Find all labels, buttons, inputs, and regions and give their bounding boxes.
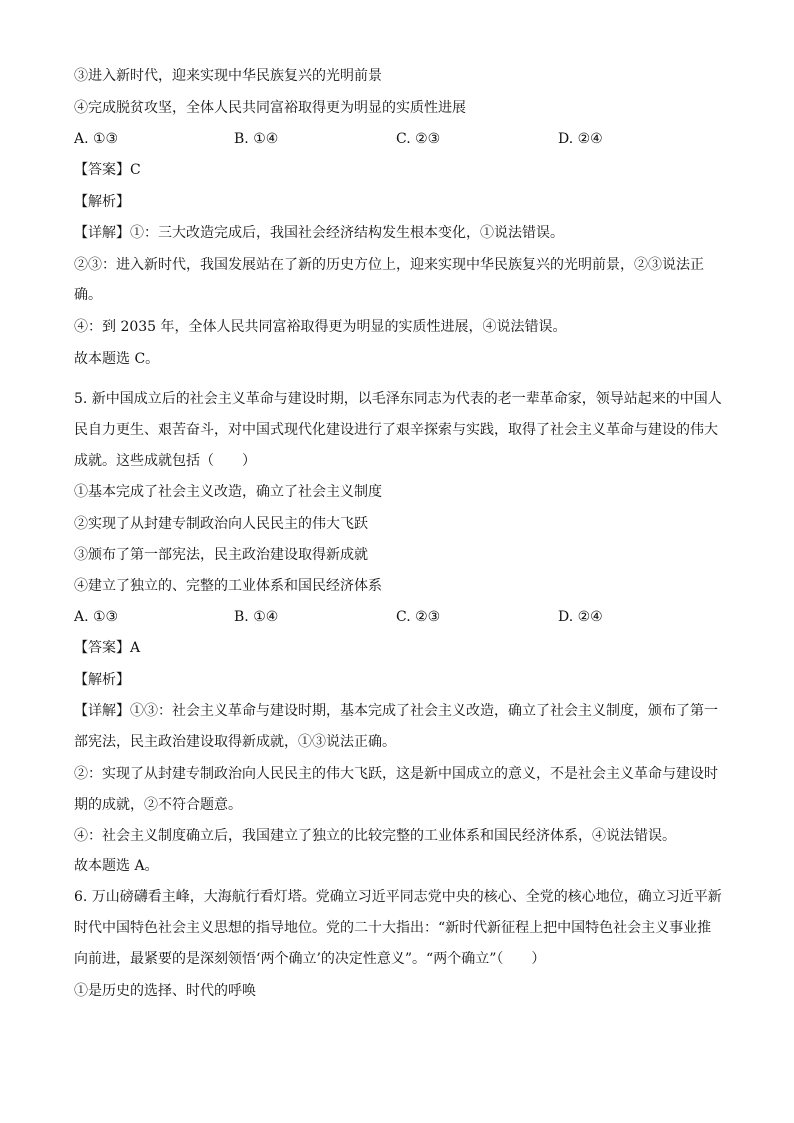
q5-option-c: C. ②③	[396, 609, 441, 625]
q5-stem-line: 成就。这些成就包括（ ）	[74, 453, 256, 469]
q5-detail-line: ②：实现了从封建专制政治向人民民主的伟大飞跃，这是新中国成立的意义，不是社会主义革命与建设时	[74, 766, 718, 782]
q4-item-3: ③进入新时代，迎来实现中华民族复兴的光明前景	[74, 68, 382, 84]
q5-options	[74, 607, 724, 627]
q4-option-a: A. ①③	[74, 131, 119, 147]
q5-item-2: ②实现了从封建专制政治向人民民主的伟大飞跃	[74, 516, 368, 532]
q5-stem-line: 民自力更生、艰苦奋斗，对中国式现代化建设进行了艰辛探索与实践，取得了社会主义革命与建设的伟大	[74, 422, 718, 438]
q4-detail-line: 确。	[74, 287, 102, 303]
q5-detail-line: 【详解】①③：社会主义革命与建设时期，基本完成了社会主义改造，确立了社会主义制度，颁布了第一	[74, 703, 718, 719]
q5-option-a: A. ①③	[74, 609, 119, 625]
q5-item-1: ①基本完成了社会主义改造，确立了社会主义制度	[74, 484, 382, 500]
q4-options	[74, 129, 724, 149]
q5-option-d: D. ②④	[558, 609, 603, 625]
q4-item-4: ④完成脱贫攻坚，全体人民共同富裕取得更为明显的实质性进展	[74, 100, 466, 116]
q5-stem-line: 5. 新中国成立后的社会主义革命与建设时期，以毛泽东同志为代表的老一辈革命家，领导站起来的中国人	[74, 391, 722, 407]
q5-detail-line: 部宪法，民主政治建设取得新成就，①③说法正确。	[74, 734, 396, 750]
q5-answer: 【答案】A	[74, 640, 141, 656]
q4-analysis-label: 【解析】	[74, 194, 130, 210]
q5-option-b: B. ①④	[234, 609, 279, 625]
q4-detail-line: ④：到 2035 年，全体人民共同富裕取得更为明显的实质性进展，④说法错误。	[74, 319, 567, 335]
q4-detail-line: 【详解】①：三大改造完成后，我国社会经济结构发生根本变化，①说法错误。	[74, 225, 564, 241]
q4-conclusion: 故本题选 C。	[74, 351, 160, 367]
q5-detail-line: 期的成就，②不符合题意。	[74, 797, 242, 813]
q6-stem-line: 时代中国特色社会主义思想的指导地位。党的二十大指出：“新时代新征程上把中国特色社会主义事业推	[74, 920, 712, 936]
q6-item-1: ①是历史的选择、时代的呼唤	[74, 983, 256, 999]
q4-detail-line: ②③：进入新时代，我国发展站在了新的历史方位上，迎来实现中华民族复兴的光明前景，②③说法正	[74, 257, 704, 273]
q5-item-3: ③颁布了第一部宪法，民主政治建设取得新成就	[74, 547, 368, 563]
q5-analysis-label: 【解析】	[74, 672, 130, 688]
q5-detail-line: ④：社会主义制度确立后，我国建立了独立的比较完整的工业体系和国民经济体系，④说法错误。	[74, 828, 676, 844]
q4-option-d: D. ②④	[558, 131, 603, 147]
q4-option-c: C. ②③	[396, 131, 441, 147]
q6-stem-line: 6. 万山磅礴看主峰，大海航行看灯塔。党确立习近平同志党中央的核心、全党的核心地位，确立习近平新	[74, 889, 722, 905]
q4-option-b: B. ①④	[234, 131, 279, 147]
q4-answer: 【答案】C	[74, 162, 141, 178]
q6-stem-line: 向前进，最紧要的是深刻领悟‘两个确立’的决定性意义”。“两个确立”（ ）	[74, 951, 546, 967]
q5-conclusion: 故本题选 A。	[74, 858, 159, 874]
q5-item-4: ④建立了独立的、完整的工业体系和国民经济体系	[74, 578, 382, 594]
